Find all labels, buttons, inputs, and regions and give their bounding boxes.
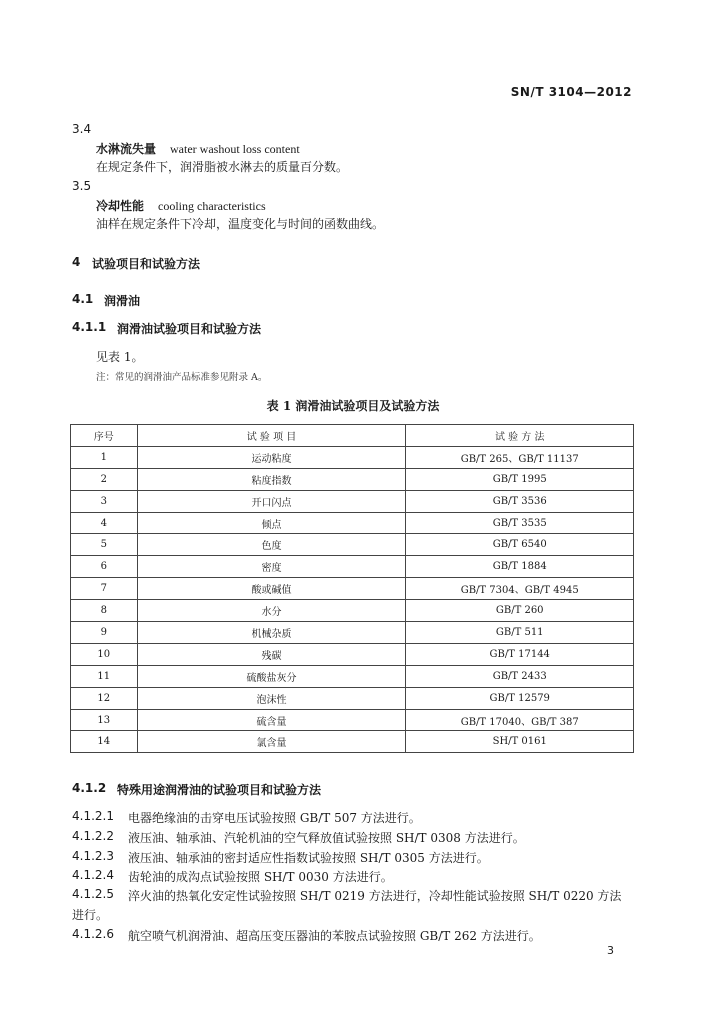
- row-index: 4: [71, 512, 138, 534]
- table-row: [71, 556, 634, 578]
- row-method: GB/T 3535: [406, 512, 634, 534]
- row-item: 硫含量: [137, 709, 406, 731]
- row-method: GB/T 6540: [406, 534, 634, 556]
- clause-4-1-2-1-number: 4.1.2.1: [72, 809, 114, 823]
- row-item: 水分: [137, 600, 406, 622]
- row-index: 6: [71, 556, 138, 578]
- table-row: [71, 687, 634, 709]
- clause-4-1-2-6-text: 航空喷气机润滑油、超高压变压器油的苯胺点试验按照 GB/T 262 方法进行。: [128, 929, 541, 943]
- table-row: [71, 731, 634, 753]
- term-3-5-number: 3.5: [72, 179, 92, 193]
- row-item: 氯含量: [137, 731, 406, 753]
- section-4-1-number: 4.1: [72, 292, 94, 306]
- table-row: [71, 578, 634, 600]
- section-4-1-1-title: 润滑油试验项目和试验方法: [117, 322, 262, 336]
- section-4-1-2-number: 4.1.2: [72, 781, 107, 795]
- row-index: 8: [71, 600, 138, 622]
- clause-4-1-2-2-text: 液压油、轴承油、汽轮机油的空气释放值试验按照 SH/T 0308 方法进行。: [128, 831, 525, 845]
- table-row: [71, 534, 634, 556]
- term-3-5-en: cooling characteristics: [158, 199, 266, 213]
- clause-4-1-2-3-number: 4.1.2.3: [72, 849, 114, 863]
- row-item: 残碳: [137, 643, 406, 665]
- col-header-item: 试 验 项 目: [137, 425, 406, 447]
- row-index: 5: [71, 534, 138, 556]
- table-row: [71, 709, 634, 731]
- page-number: 3: [607, 944, 614, 957]
- table-row: [71, 600, 634, 622]
- term-3-4-heading: [96, 140, 300, 157]
- col-header-method: 试 验 方 法: [406, 425, 634, 447]
- section-4-number: 4: [72, 255, 81, 269]
- term-3-4-definition: 在规定条件下，润滑脂被水淋去的质量百分数。: [96, 160, 349, 174]
- table-1-caption: 表 1 润滑油试验项目及试验方法: [266, 399, 440, 413]
- clause-4-1-2-4-text: 齿轮油的成沟点试验按照 SH/T 0030 方法进行。: [128, 870, 393, 884]
- row-method: SH/T 0161: [406, 731, 634, 753]
- row-method: GB/T 17040、GB/T 387: [406, 709, 634, 731]
- clause-4-1-2-6-number: 4.1.2.6: [72, 927, 114, 941]
- table-note: 注：常见的润滑油产品标准参见附录 A。: [96, 372, 268, 383]
- row-index: 13: [71, 709, 138, 731]
- row-method: GB/T 17144: [406, 643, 634, 665]
- row-item: 泡沫性: [137, 687, 406, 709]
- row-item: 开口闪点: [137, 490, 406, 512]
- clause-4-1-2-1-text: 电器绝缘油的击穿电压试验按照 GB/T 507 方法进行。: [128, 811, 421, 825]
- row-index: 1: [71, 446, 138, 468]
- row-method: GB/T 511: [406, 622, 634, 644]
- row-index: 10: [71, 643, 138, 665]
- standard-code: SN/T 3104—2012: [510, 85, 632, 99]
- table-row: [71, 490, 634, 512]
- clause-4-1-2-5-continuation: 进行。: [72, 908, 109, 922]
- clause-4-1-2-3-text: 液压油、轴承油的密封适应性指数试验按照 SH/T 0305 方法进行。: [128, 851, 489, 865]
- section-4-1-1-number: 4.1.1: [72, 320, 107, 334]
- row-index: 2: [71, 468, 138, 490]
- row-index: 7: [71, 578, 138, 600]
- table-row: [71, 665, 634, 687]
- row-index: 9: [71, 622, 138, 644]
- table-row: [71, 622, 634, 644]
- table-row: [71, 468, 634, 490]
- section-4-1-title: 润滑油: [104, 294, 141, 308]
- row-index: 11: [71, 665, 138, 687]
- term-3-4-en: water washout loss content: [170, 142, 300, 156]
- row-item: 粘度指数: [137, 468, 406, 490]
- table-header-row: [71, 425, 634, 447]
- table-row: [71, 643, 634, 665]
- term-3-5-zh: 冷却性能: [96, 199, 145, 213]
- row-item: 硫酸盐灰分: [137, 665, 406, 687]
- row-item: 运动粘度: [137, 446, 406, 468]
- clause-4-1-2-4-number: 4.1.2.4: [72, 868, 114, 882]
- row-method: GB/T 260: [406, 600, 634, 622]
- section-4-1-2-title: 特殊用途润滑油的试验项目和试验方法: [117, 783, 322, 797]
- term-3-4-zh: 水淋流失量: [96, 142, 157, 156]
- table-row: [71, 446, 634, 468]
- row-item: 倾点: [137, 512, 406, 534]
- row-item: 机械杂质: [137, 622, 406, 644]
- row-index: 12: [71, 687, 138, 709]
- term-3-5-heading: [96, 197, 266, 214]
- see-table-text: 见表 1。: [96, 350, 144, 364]
- clause-4-1-2-5-number: 4.1.2.5: [72, 887, 114, 901]
- row-method: GB/T 12579: [406, 687, 634, 709]
- row-item: 色度: [137, 534, 406, 556]
- row-index: 3: [71, 490, 138, 512]
- row-method: GB/T 7304、GB/T 4945: [406, 578, 634, 600]
- table-1: [70, 424, 634, 753]
- row-method: GB/T 1995: [406, 468, 634, 490]
- row-item: 酸或碱值: [137, 578, 406, 600]
- row-method: GB/T 1884: [406, 556, 634, 578]
- clause-4-1-2-5-text: 淬火油的热氧化安定性试验按照 SH/T 0219 方法进行，冷却性能试验按照 SH/T 0220 方法: [128, 889, 622, 903]
- row-method: GB/T 2433: [406, 665, 634, 687]
- clause-4-1-2-2-number: 4.1.2.2: [72, 829, 114, 843]
- row-index: 14: [71, 731, 138, 753]
- term-3-5-definition: 油样在规定条件下冷却，温度变化与时间的函数曲线。: [96, 217, 385, 231]
- term-3-4-number: 3.4: [72, 122, 92, 136]
- section-4-title: 试验项目和试验方法: [92, 257, 201, 271]
- table-row: [71, 512, 634, 534]
- row-method: GB/T 265、GB/T 11137: [406, 446, 634, 468]
- row-item: 密度: [137, 556, 406, 578]
- row-method: GB/T 3536: [406, 490, 634, 512]
- col-header-index: 序号: [71, 425, 138, 447]
